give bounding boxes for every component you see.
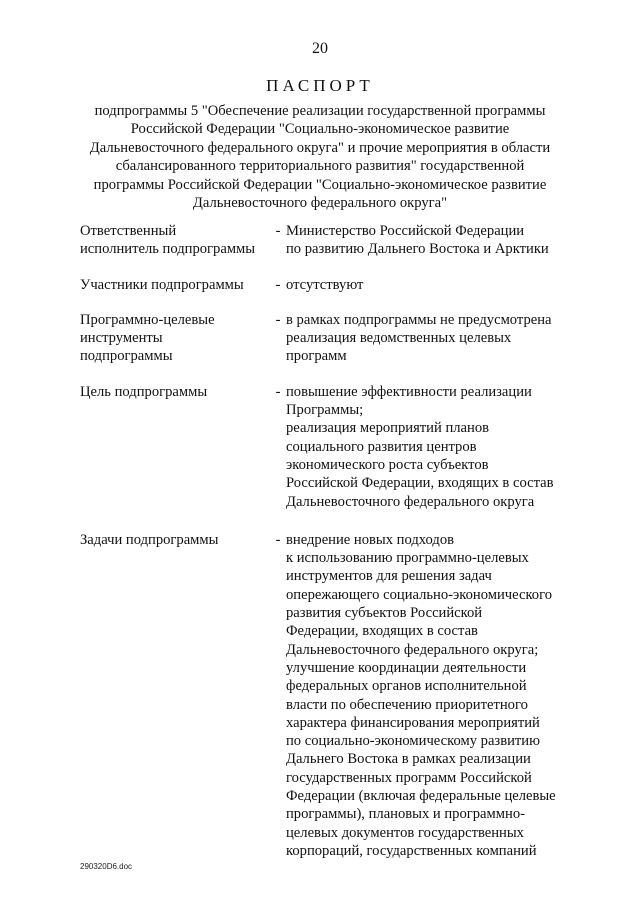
subtitle-line: Российской Федерации "Социально-экономическое развитие <box>130 121 510 138</box>
value-line: государственных программ Российской <box>286 769 532 786</box>
document-file-code: 290320D6.doc <box>80 862 133 871</box>
subtitle-line: подпрограммы 5 "Обеспечение реализации государственной программы <box>94 103 546 119</box>
value-line: экономического роста субъектов <box>286 456 489 473</box>
value-line: характера финансирования мероприятий <box>286 714 540 731</box>
row-dash: - <box>275 276 281 293</box>
passport-row-participants <box>80 276 580 294</box>
passport-table <box>80 222 580 877</box>
document-title: ПАСПОРТ <box>266 76 374 95</box>
value-line: отсутствуют <box>286 276 364 293</box>
row-label <box>80 311 270 366</box>
label-line: Задачи подпрограммы <box>80 531 219 548</box>
row-label <box>80 276 270 294</box>
value-line: Федерации, входящих в состав <box>286 623 478 640</box>
label-line: Цель подпрограммы <box>80 383 208 400</box>
label-line: Программно-целевые <box>80 311 215 328</box>
value-line: по развитию Дальнего Востока и Арктики <box>286 241 549 258</box>
label-line: инструменты <box>80 330 163 347</box>
row-dash: - <box>275 531 281 548</box>
passport-row-instruments <box>80 311 580 366</box>
row-label <box>80 222 270 259</box>
document-subtitle <box>70 102 570 212</box>
value-line: к использованию программно-целевых <box>286 550 529 567</box>
page-number: 20 <box>312 40 328 57</box>
value-line: программ <box>286 348 347 365</box>
value-line: корпораций, государственных компаний <box>286 842 537 859</box>
value-line: Программы; <box>286 402 364 419</box>
value-line: внедрение новых подходов <box>286 531 455 548</box>
value-line: Российской Федерации, входящих в состав <box>286 475 554 492</box>
value-line: целевых документов государственных <box>286 824 524 841</box>
row-value <box>286 311 576 366</box>
row-label <box>80 531 270 860</box>
passport-row-tasks <box>80 531 580 860</box>
row-dash: - <box>275 223 281 239</box>
row-value <box>286 222 576 259</box>
subtitle-line: Дальневосточного федерального округа" и прочие мероприятия в области <box>89 139 551 156</box>
label-line: Участники подпрограммы <box>80 276 244 293</box>
value-line: развития субъектов Российской <box>286 605 483 622</box>
value-line: опережающего социально-экономического <box>286 586 553 603</box>
value-line: по социально-экономическому развитию <box>286 733 540 750</box>
passport-row-responsible <box>80 222 580 259</box>
label-line: Ответственный <box>80 223 177 239</box>
value-line: реализация ведомственных целевых <box>286 330 512 347</box>
subtitle-line: программы Российской Федерации "Социально-экономическое развитие <box>93 176 547 193</box>
value-line: Дальнего Востока в рамках реализации <box>286 751 531 768</box>
row-value <box>286 383 576 511</box>
value-line: программы), плановых и программно- <box>286 806 525 823</box>
value-line: социального развития центров <box>286 438 477 455</box>
label-line: подпрограммы <box>80 348 173 365</box>
value-line: инструментов для решения задач <box>286 568 492 585</box>
label-line: исполнитель подпрограммы <box>80 241 256 258</box>
passport-row-goal <box>80 383 580 511</box>
value-line: улучшение координации деятельности <box>286 659 527 676</box>
row-label <box>80 383 270 511</box>
value-line: Дальневосточного федерального округа <box>286 493 535 510</box>
value-line: Министерство Российской Федерации <box>286 223 525 239</box>
value-line: Федерации (включая федеральные целевые <box>286 788 556 805</box>
value-line: власти по обеспечению приоритетного <box>286 696 528 713</box>
value-line: федеральных органов исполнительной <box>286 678 527 695</box>
value-line: в рамках подпрограммы не предусмотрена <box>286 311 552 328</box>
value-line: Дальневосточного федерального округа; <box>286 641 539 658</box>
row-dash: - <box>275 311 281 328</box>
subtitle-line: Дальневосточного федерального округа" <box>192 195 448 212</box>
value-line: повышение эффективности реализации <box>286 383 532 400</box>
row-dash: - <box>275 383 281 400</box>
row-value <box>286 531 576 860</box>
value-line: реализация мероприятий планов <box>286 420 490 437</box>
subtitle-line: сбалансированного территориального развития" государственной <box>115 158 525 175</box>
row-value <box>286 276 576 294</box>
